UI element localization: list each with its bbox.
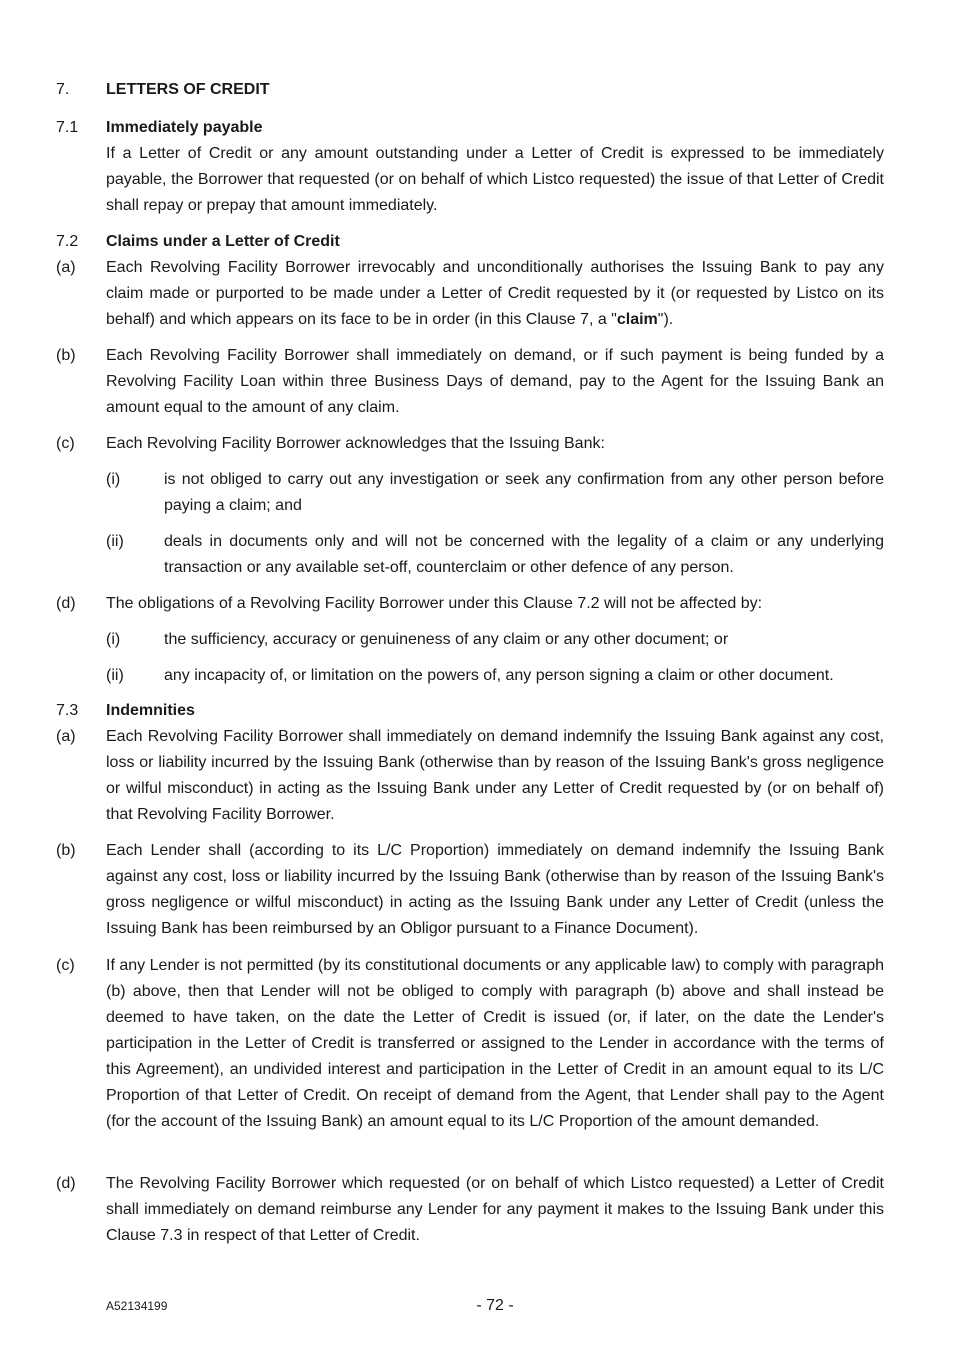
subparagraph-7-2-c-i: is not obliged to carry out any investigation or seek any confirmation from any other person before paying a claim; and	[164, 471, 884, 514]
label-a: (a)	[56, 728, 76, 745]
paragraph-7-3-b: Each Lender shall (according to its L/C Proportion) immediately on demand indemnify the Issuing Bank against any cost, loss or liability incurred by the Issuing Bank (otherwise than by reason of the Issuing Bank's gross negligence or wilful misconduct) in acting as the Issuing Bank under any Letter of Credit (unless the Issuing Bank has been reimbursed by an Obligor pursuant to a Finance Document).	[106, 842, 884, 937]
clause-title: LETTERS OF CREDIT	[106, 81, 270, 98]
paragraph-7-3-d: The Revolving Facility Borrower which requested (or on behalf of which Listco requested) a Letter of Credit shall immediately on demand reimburse any Lender for any payment it makes to the Issuing Bank under this Clause 7.3 in respect of that Letter of Credit.	[106, 1175, 884, 1244]
paragraph-7-2-c: Each Revolving Facility Borrower acknowledges that the Issuing Bank:	[106, 435, 605, 452]
label-d: (d)	[56, 595, 76, 612]
subclause-title: Indemnities	[106, 702, 195, 719]
label-c: (c)	[56, 435, 75, 452]
text: Each Revolving Facility Borrower irrevocably and unconditionally authorises the Issuing Bank to pay any claim made or purported to be made under a Letter of Credit requested by it (or requested by Listco on its behalf) and which appears on its face to be in order (in this Clause 7, a "	[106, 259, 884, 328]
paragraph-7-1: If a Letter of Credit or any amount outstanding under a Letter of Credit is expressed to be immediately payable, the Borrower that requested (or on behalf of which Listco requested) the issue of that Letter of Credit shall repay or prepay that amount immediately.	[106, 145, 884, 214]
label-c: (c)	[56, 957, 75, 974]
label-b: (b)	[56, 347, 76, 364]
paragraph-7-2-a	[106, 255, 884, 333]
label-a: (a)	[56, 259, 76, 276]
subparagraph-7-2-d-i: the sufficiency, accuracy or genuineness of any claim or any other document; or	[164, 631, 729, 648]
page-number: - 72 -	[476, 1297, 514, 1314]
subclause-number: 7.2	[56, 233, 79, 250]
label-b: (b)	[56, 842, 76, 859]
subclause-title: Immediately payable	[106, 119, 263, 136]
clause-number: 7.	[56, 81, 70, 98]
paragraph-7-3-a: Each Revolving Facility Borrower shall immediately on demand indemnify the Issuing Bank against any cost, loss or liability incurred by the Issuing Bank (otherwise than by reason of the Issuing Bank's gross negligence or wilful misconduct) in acting as the Issuing Bank under any Letter of Credit requested by (or on behalf of) that Revolving Facility Borrower.	[106, 728, 884, 823]
paragraph-7-2-b: Each Revolving Facility Borrower shall immediately on demand, or if such payment is being funded by a Revolving Facility Loan within three Business Days of demand, pay to the Agent for the Issuing Bank an amount equal to the amount of any claim.	[106, 347, 884, 416]
subparagraph-7-2-d-ii: any incapacity of, or limitation on the powers of, any person signing a claim or other document.	[164, 667, 834, 684]
subparagraph-7-2-c-ii: deals in documents only and will not be concerned with the legality of a claim or any underlying transaction or any available set-off, counterclaim or other defence of any person.	[164, 533, 884, 576]
document-reference: A52134199	[106, 1299, 168, 1313]
label-ii: (ii)	[106, 667, 124, 684]
label-i: (i)	[106, 631, 121, 648]
paragraph-7-3-c: If any Lender is not permitted (by its constitutional documents or any applicable law) to comply with paragraph (b) above, then that Lender will not be obliged to comply with paragraph (b) above and shall instead be deemed to have taken, on the date the Letter of Credit is issued (or, if later, on the date the Lender's participation in the Letter of Credit is transferred or assigned to the Lender in accordance with the terms of this Agreement), an undivided interest and participation in the Letter of Credit in an amount equal to its L/C Proportion of that Letter of Credit. On receipt of demand from the Agent, that Lender shall pay to the Agent (for the account of the Issuing Bank) an amount equal to its L/C Proportion of the amount demanded.	[106, 957, 884, 1130]
text: ").	[657, 311, 674, 328]
label-ii: (ii)	[106, 533, 124, 550]
label-i: (i)	[106, 471, 121, 488]
subclause-number: 7.3	[56, 702, 79, 719]
subclause-title: Claims under a Letter of Credit	[106, 233, 340, 250]
label-d: (d)	[56, 1175, 76, 1192]
defined-term: claim	[616, 311, 658, 328]
paragraph-7-2-d: The obligations of a Revolving Facility Borrower under this Clause 7.2 will not be affected by:	[106, 595, 763, 612]
subclause-number: 7.1	[56, 119, 79, 136]
